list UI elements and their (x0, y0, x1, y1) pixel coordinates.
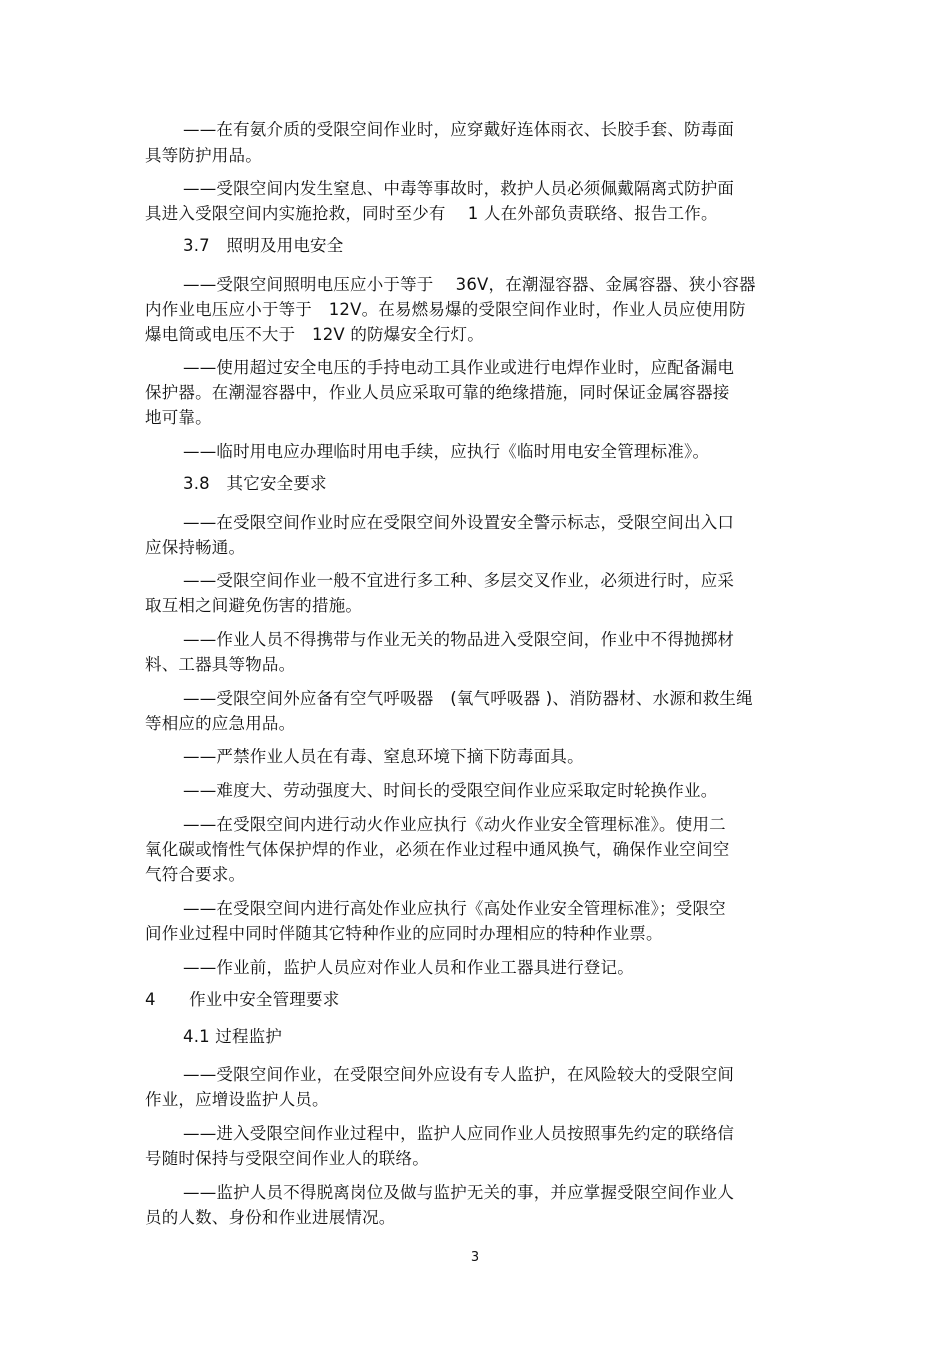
body-line: 应保持畅通。 (145, 538, 246, 557)
body-line: ——作业前，监护人员应对作业人员和作业工器具进行登记。 (183, 958, 634, 977)
body-line: 具等防护用品。 (145, 146, 262, 165)
body-line: 内作业电压应小于等于 12V。在易燃易爆的受限空间作业时，作业人员应使用防 (145, 300, 746, 319)
body-line: 地可靠。 (145, 408, 212, 427)
body-line: 爆电筒或电压不大于 12V 的防爆安全行灯。 (145, 325, 484, 344)
body-line: 作业，应增设监护人员。 (145, 1090, 329, 1109)
body-line: ——严禁作业人员在有毒、窒息环境下摘下防毒面具。 (183, 747, 584, 766)
body-line: 料、工器具等物品。 (145, 655, 296, 674)
body-line: 员的人数、身份和作业进展情况。 (145, 1208, 396, 1227)
body-line: 氧化碳或惰性气体保护焊的作业，必须在作业过程中通风换气，确保作业空间空 (145, 840, 730, 859)
body-line: ——在受限空间内进行动火作业应执行《动火作业安全管理标准》。使用二 (183, 815, 726, 834)
body-line: ——受限空间照明电压应小于等于 36V，在潮湿容器、金属容器、狭小容器 (183, 275, 756, 294)
chapter-heading: 4 作业中安全管理要求 (145, 990, 340, 1009)
body-line: 间作业过程中同时伴随其它特种作业的应同时办理相应的特种作业票。 (145, 924, 663, 943)
body-line: ——受限空间内发生窒息、中毒等事故时，救护人员必须佩戴隔离式防护面 (183, 179, 735, 198)
body-line: 具进入受限空间内实施抢救，同时至少有 1 人在外部负责联络、报告工作。 (145, 204, 718, 223)
section-heading: 3.8 其它安全要求 (183, 474, 327, 493)
body-line: ——受限空间作业一般不宜进行多工种、多层交叉作业，必须进行时，应采 (183, 571, 735, 590)
body-line: 气符合要求。 (145, 865, 246, 884)
section-heading: 4.1 过程监护 (183, 1027, 283, 1046)
body-line: ——在受限空间作业时应在受限空间外设置安全警示标志，受限空间出入口 (183, 513, 735, 532)
body-line: ——受限空间外应备有空气呼吸器 (氧气呼吸器 )、消防器材、水源和救生绳 (183, 689, 753, 708)
body-line: 保护器。在潮湿容器中，作业人员应采取可靠的绝缘措施，同时保证金属容器接 (145, 383, 730, 402)
body-line: ——受限空间作业，在受限空间外应设有专人监护，在风险较大的受限空间 (183, 1065, 735, 1084)
body-line: ——临时用电应办理临时用电手续，应执行《临时用电安全管理标准》。 (183, 442, 710, 461)
body-line: ——作业人员不得携带与作业无关的物品进入受限空间，作业中不得抛掷材 (183, 630, 735, 649)
body-line: ——使用超过安全电压的手持电动工具作业或进行电焊作业时，应配备漏电 (183, 358, 735, 377)
body-line: 等相应的应急用品。 (145, 714, 296, 733)
body-line: ——难度大、劳动强度大、时间长的受限空间作业应采取定时轮换作业。 (183, 781, 718, 800)
body-line: ——在受限空间内进行高处作业应执行《高处作业安全管理标准》；受限空 (183, 899, 726, 918)
body-line: ——监护人员不得脱离岗位及做与监护无关的事，并应掌握受限空间作业人 (183, 1183, 735, 1202)
section-heading: 3.7 照明及用电安全 (183, 236, 344, 255)
body-line: 取互相之间避免伤害的措施。 (145, 596, 363, 615)
body-line: 号随时保持与受限空间作业人的联络。 (145, 1149, 429, 1168)
body-line: ——在有氨介质的受限空间作业时，应穿戴好连体雨衣、长胶手套、防毒面 (183, 120, 735, 139)
page-number: 3 (470, 1250, 480, 1265)
body-line: ——进入受限空间作业过程中，监护人应同作业人员按照事先约定的联络信 (183, 1124, 735, 1143)
